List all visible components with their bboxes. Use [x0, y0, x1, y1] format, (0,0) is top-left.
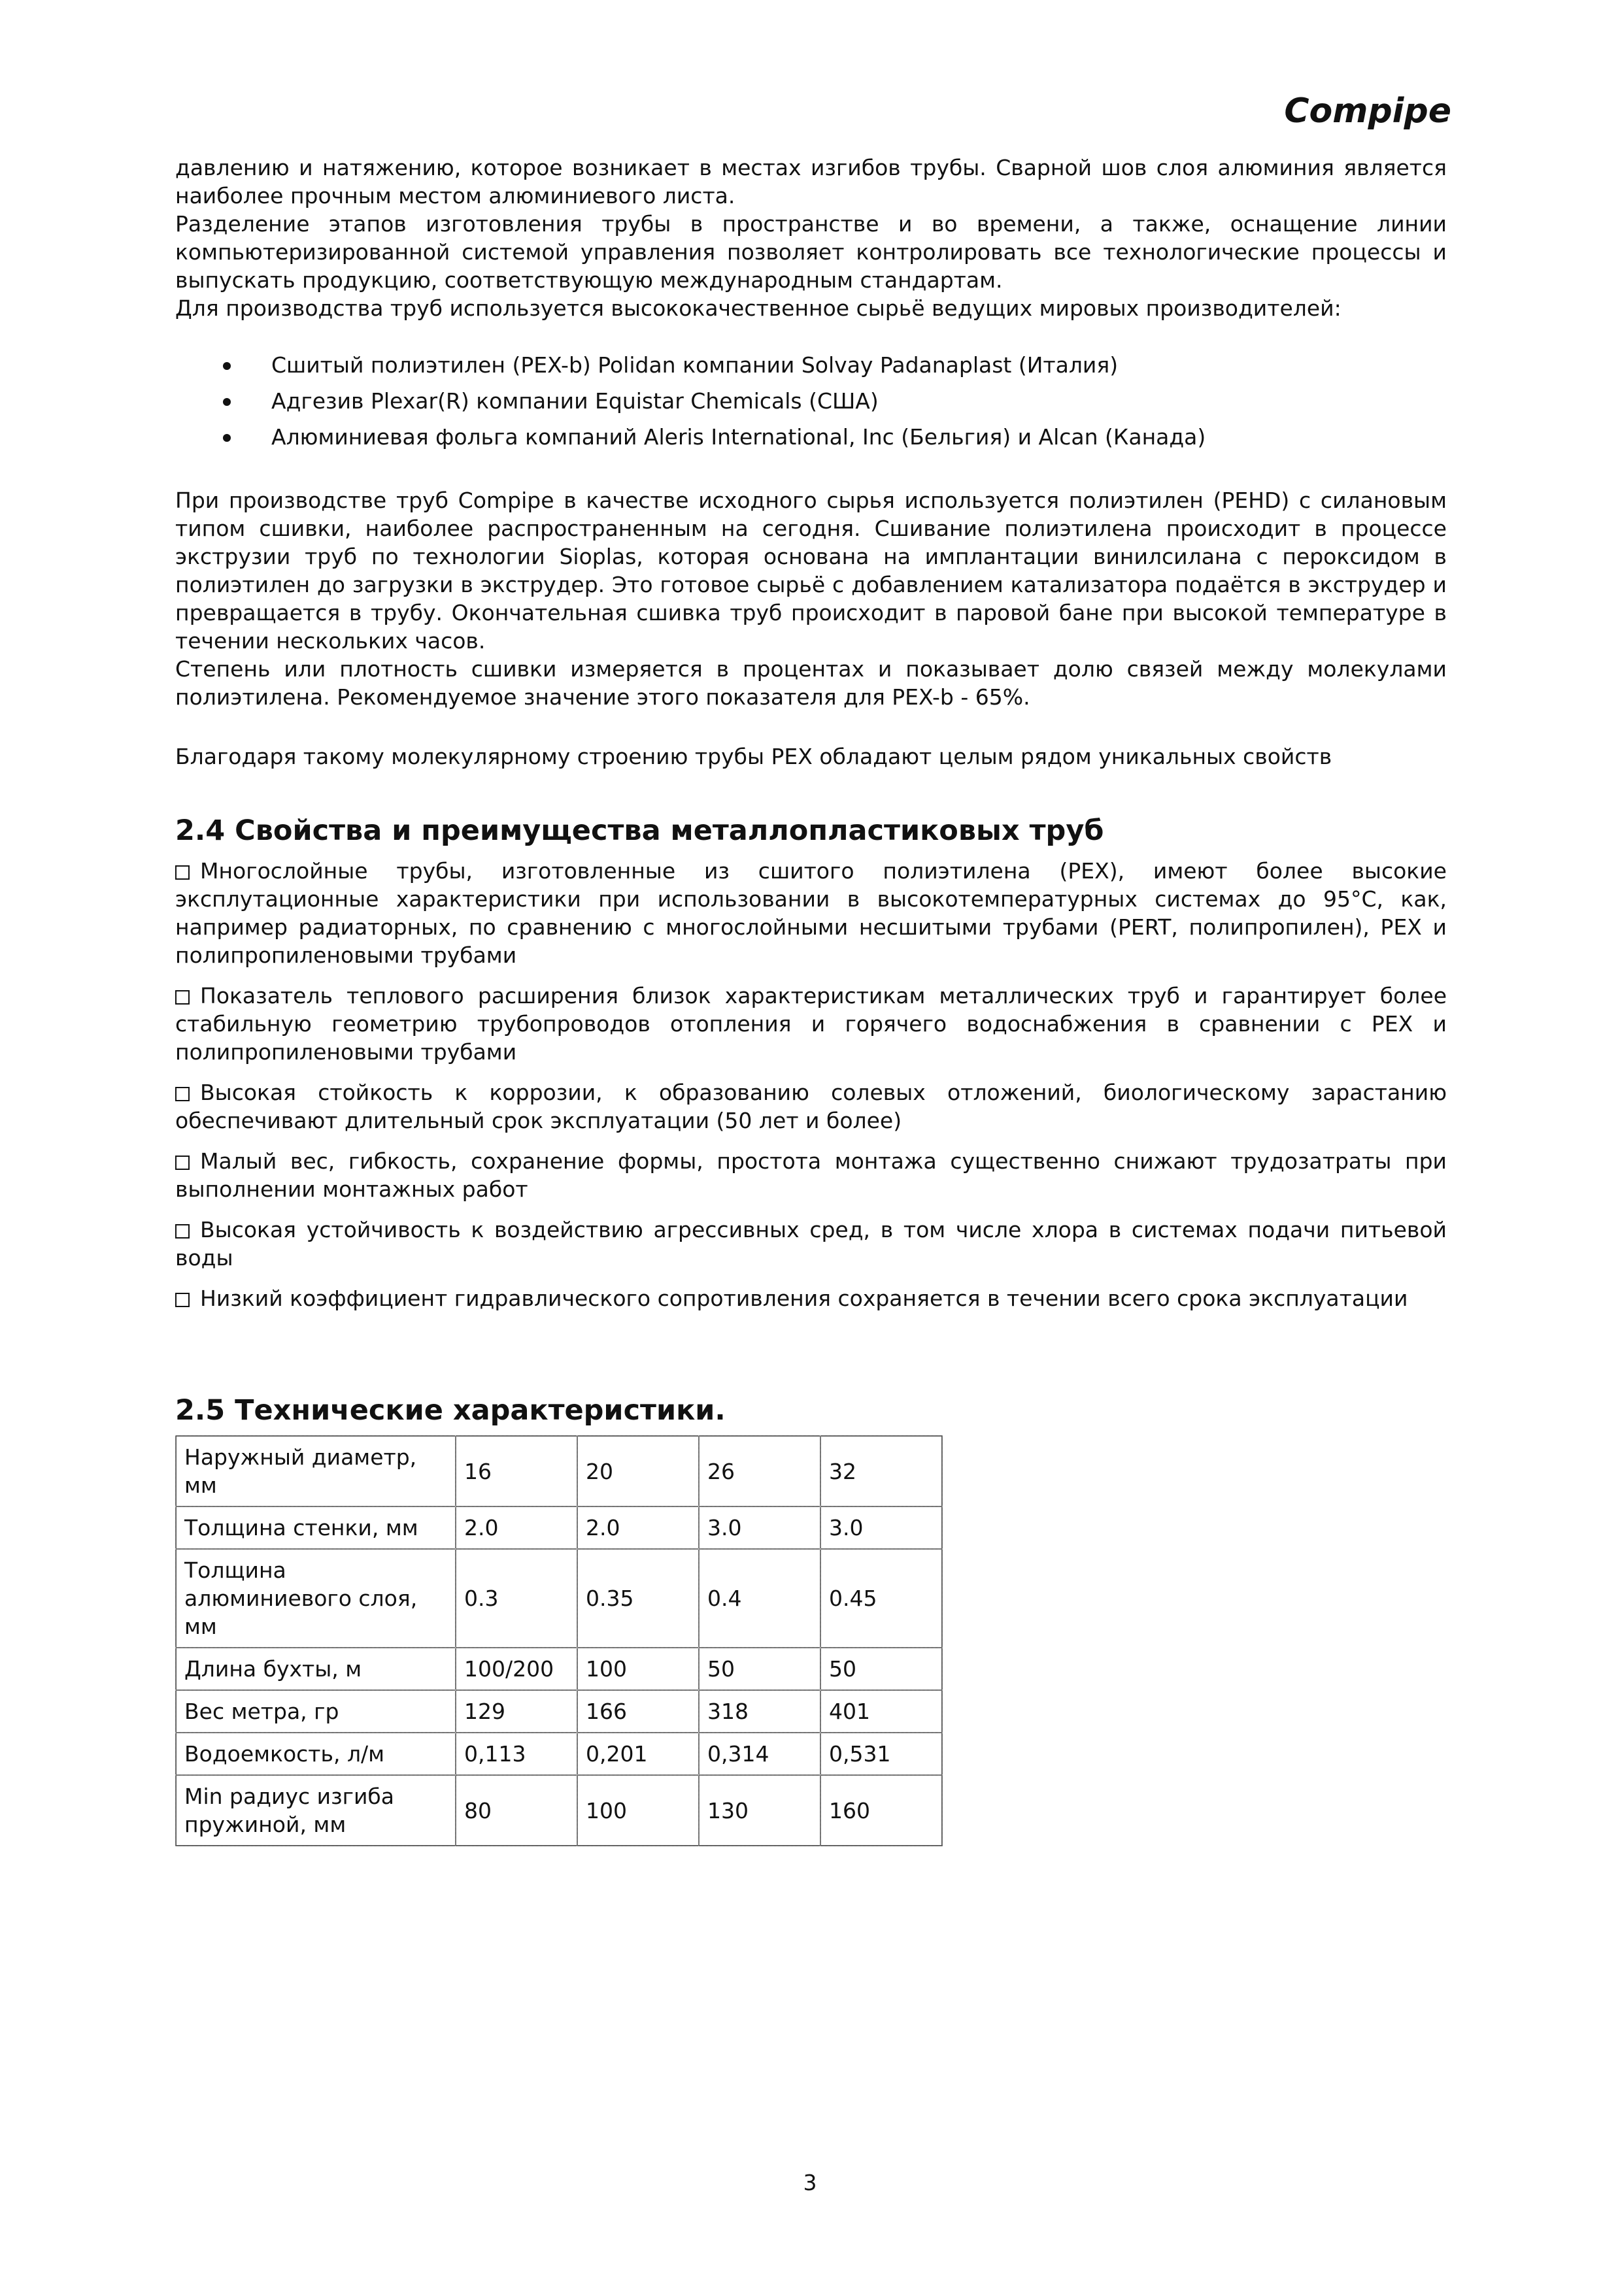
intro-paragraph: давлению и натяжению, которое возникает в местах изгибов трубы. Сварной шов слоя алюминия является наиболее прочным местом алюминиевого листа.: [175, 155, 1447, 208]
list-item: [175, 419, 1447, 455]
property-item: [175, 982, 1447, 1066]
intro-paragraph: Разделение этапов изготовления трубы в пространстве и во времени, а также, оснащение линии компьютеризированной системой управления позволяет контролировать все технологические процессы и выпускать продукцию, соответствующую международным стандартам.: [175, 211, 1447, 293]
table-cell: 3.0: [820, 1506, 942, 1549]
spec-table: [175, 1435, 943, 1846]
row-label: Водоемкость, л/м: [176, 1733, 456, 1775]
checkbox-square-icon: [175, 1293, 190, 1307]
list-item-text: Сшитый полиэтилен (PEX-b) Polidan компании Solvay Padanaplast (Италия): [271, 352, 1119, 378]
property-text: Показатель теплового расширения близок характеристикам металлических труб и гарантирует более стабильную геометрию трубопроводов отопления и горячего водоснабжения в сравнении с PEX и полипропиленовыми трубами: [175, 983, 1447, 1065]
table-cell: 129: [456, 1690, 577, 1733]
table-cell: 100/200: [456, 1648, 577, 1690]
property-text: Высокая стойкость к коррозии, к образованию солевых отложений, биологическому зарастанию обеспечивают длительный срок эксплуатации (50 лет и более): [175, 1080, 1447, 1133]
checkbox-square-icon: [175, 990, 190, 1005]
property-item: [175, 1147, 1447, 1203]
production-paragraph: Степень или плотность сшивки измеряется в процентах и показывает долю связей между молекулами полиэтилена. Рекомендуемое значение этого показателя для PEX-b - 65%.: [175, 656, 1447, 710]
property-item: [175, 1216, 1447, 1272]
row-label: Длина бухты, м: [176, 1648, 456, 1690]
bullet-icon: [223, 362, 231, 370]
property-item: [175, 857, 1447, 969]
list-item-text: Адгезив Plexar(R) компании Equistar Chemicals (США): [271, 388, 879, 414]
property-text: Многослойные трубы, изготовленные из сшитого полиэтилена (PEX), имеют более высокие эксплутационные характеристики при использовании в высокотемпературных системах до 95°С, как, например радиаторных, по сравнению с многослойными несшитыми трубами (PERT, полипропилен), PEX и полипропиленовыми трубами: [175, 858, 1447, 968]
suppliers-list: [175, 347, 1447, 455]
row-label: Вес метра, гр: [176, 1690, 456, 1733]
table-cell: 16: [456, 1436, 577, 1506]
table-cell: 0,201: [577, 1733, 699, 1775]
intro-paragraph: Для производства труб используется высококачественное сырьё ведущих мировых производителей:: [175, 295, 1342, 321]
table-cell: 0.35: [577, 1549, 699, 1648]
property-text: Малый вес, гибкость, сохранение формы, простота монтажа существенно снижают трудозатраты при выполнении монтажных работ: [175, 1148, 1447, 1202]
table-row: [176, 1648, 942, 1690]
table-cell: 50: [820, 1648, 942, 1690]
table-row: [176, 1436, 942, 1506]
table-cell: 2.0: [456, 1506, 577, 1549]
table-cell: 160: [820, 1775, 942, 1846]
table-cell: 0,314: [699, 1733, 820, 1775]
property-item: [175, 1078, 1447, 1135]
checkbox-square-icon: [175, 865, 190, 880]
table-cell: 2.0: [577, 1506, 699, 1549]
table-row: [176, 1549, 942, 1648]
row-label: Наружный диаметр, мм: [176, 1436, 456, 1506]
bullet-icon: [223, 434, 231, 442]
table-cell: 80: [456, 1775, 577, 1846]
table-cell: 100: [577, 1775, 699, 1846]
table-cell: 100: [577, 1648, 699, 1690]
table-row: [176, 1506, 942, 1549]
page-number: 3: [803, 2170, 817, 2195]
property-item: [175, 1284, 1447, 1312]
table-cell: 318: [699, 1690, 820, 1733]
table-cell: 50: [699, 1648, 820, 1690]
row-label: Толщина алюминиевого слоя, мм: [176, 1549, 456, 1648]
table-cell: 0,113: [456, 1733, 577, 1775]
checkbox-square-icon: [175, 1156, 190, 1170]
table-cell: 130: [699, 1775, 820, 1846]
table-cell: 0.45: [820, 1549, 942, 1648]
row-label: Min радиус изгиба пружиной, мм: [176, 1775, 456, 1846]
table-cell: 26: [699, 1436, 820, 1506]
production-paragraph: При производстве труб Compipe в качестве исходного сырья используется полиэтилен (PEHD) с силановым типом сшивки, наиболее распространенным на сегодня. Сшивание полиэтилена происходит в процессе экструзии труб по технологии Sioplas, которая основана на имплантации винилсилана с пероксидом в полиэтилен до загрузки в экструдер. Это готовое сырьё с добавлением катализатора подаётся в экструдер и превращается в трубу. Окончательная сшивка труб происходит в паровой бане при высокой температуре в течении нескольких часов.: [175, 488, 1447, 654]
table-cell: 20: [577, 1436, 699, 1506]
section-heading: 2.5 Технические характеристики.: [175, 1394, 726, 1427]
table-row: [176, 1733, 942, 1775]
table-cell: 401: [820, 1690, 942, 1733]
section-heading: 2.4 Свойства и преимущества металлопластиковых труб: [175, 814, 1104, 847]
table-cell: 0,531: [820, 1733, 942, 1775]
table-cell: 3.0: [699, 1506, 820, 1549]
molecular-paragraph: Благодаря такому молекулярному строению трубы PEX обладают целым рядом уникальных свойств: [175, 744, 1332, 769]
brand-logo: Compipe: [1284, 92, 1451, 131]
table-cell: 32: [820, 1436, 942, 1506]
table-cell: 0.3: [456, 1549, 577, 1648]
list-item: [175, 347, 1447, 383]
table-row: [176, 1690, 942, 1733]
table-cell: 0.4: [699, 1549, 820, 1648]
checkbox-square-icon: [175, 1224, 190, 1239]
property-text: Низкий коэффициент гидравлического сопротивления сохраняется в течении всего срока эксплуатации: [200, 1286, 1408, 1311]
checkbox-square-icon: [175, 1087, 190, 1101]
list-item: [175, 383, 1447, 419]
table-cell: 166: [577, 1690, 699, 1733]
row-label: Толщина стенки, мм: [176, 1506, 456, 1549]
table-row: [176, 1775, 942, 1846]
bullet-icon: [223, 398, 231, 406]
property-text: Высокая устойчивость к воздействию агрессивных сред, в том числе хлора в системах подачи питьевой воды: [175, 1217, 1447, 1271]
list-item-text: Алюминиевая фольга компаний Aleris International, Inc (Бельгия) и Alcan (Канада): [271, 424, 1206, 450]
page-content: [175, 154, 1447, 1846]
